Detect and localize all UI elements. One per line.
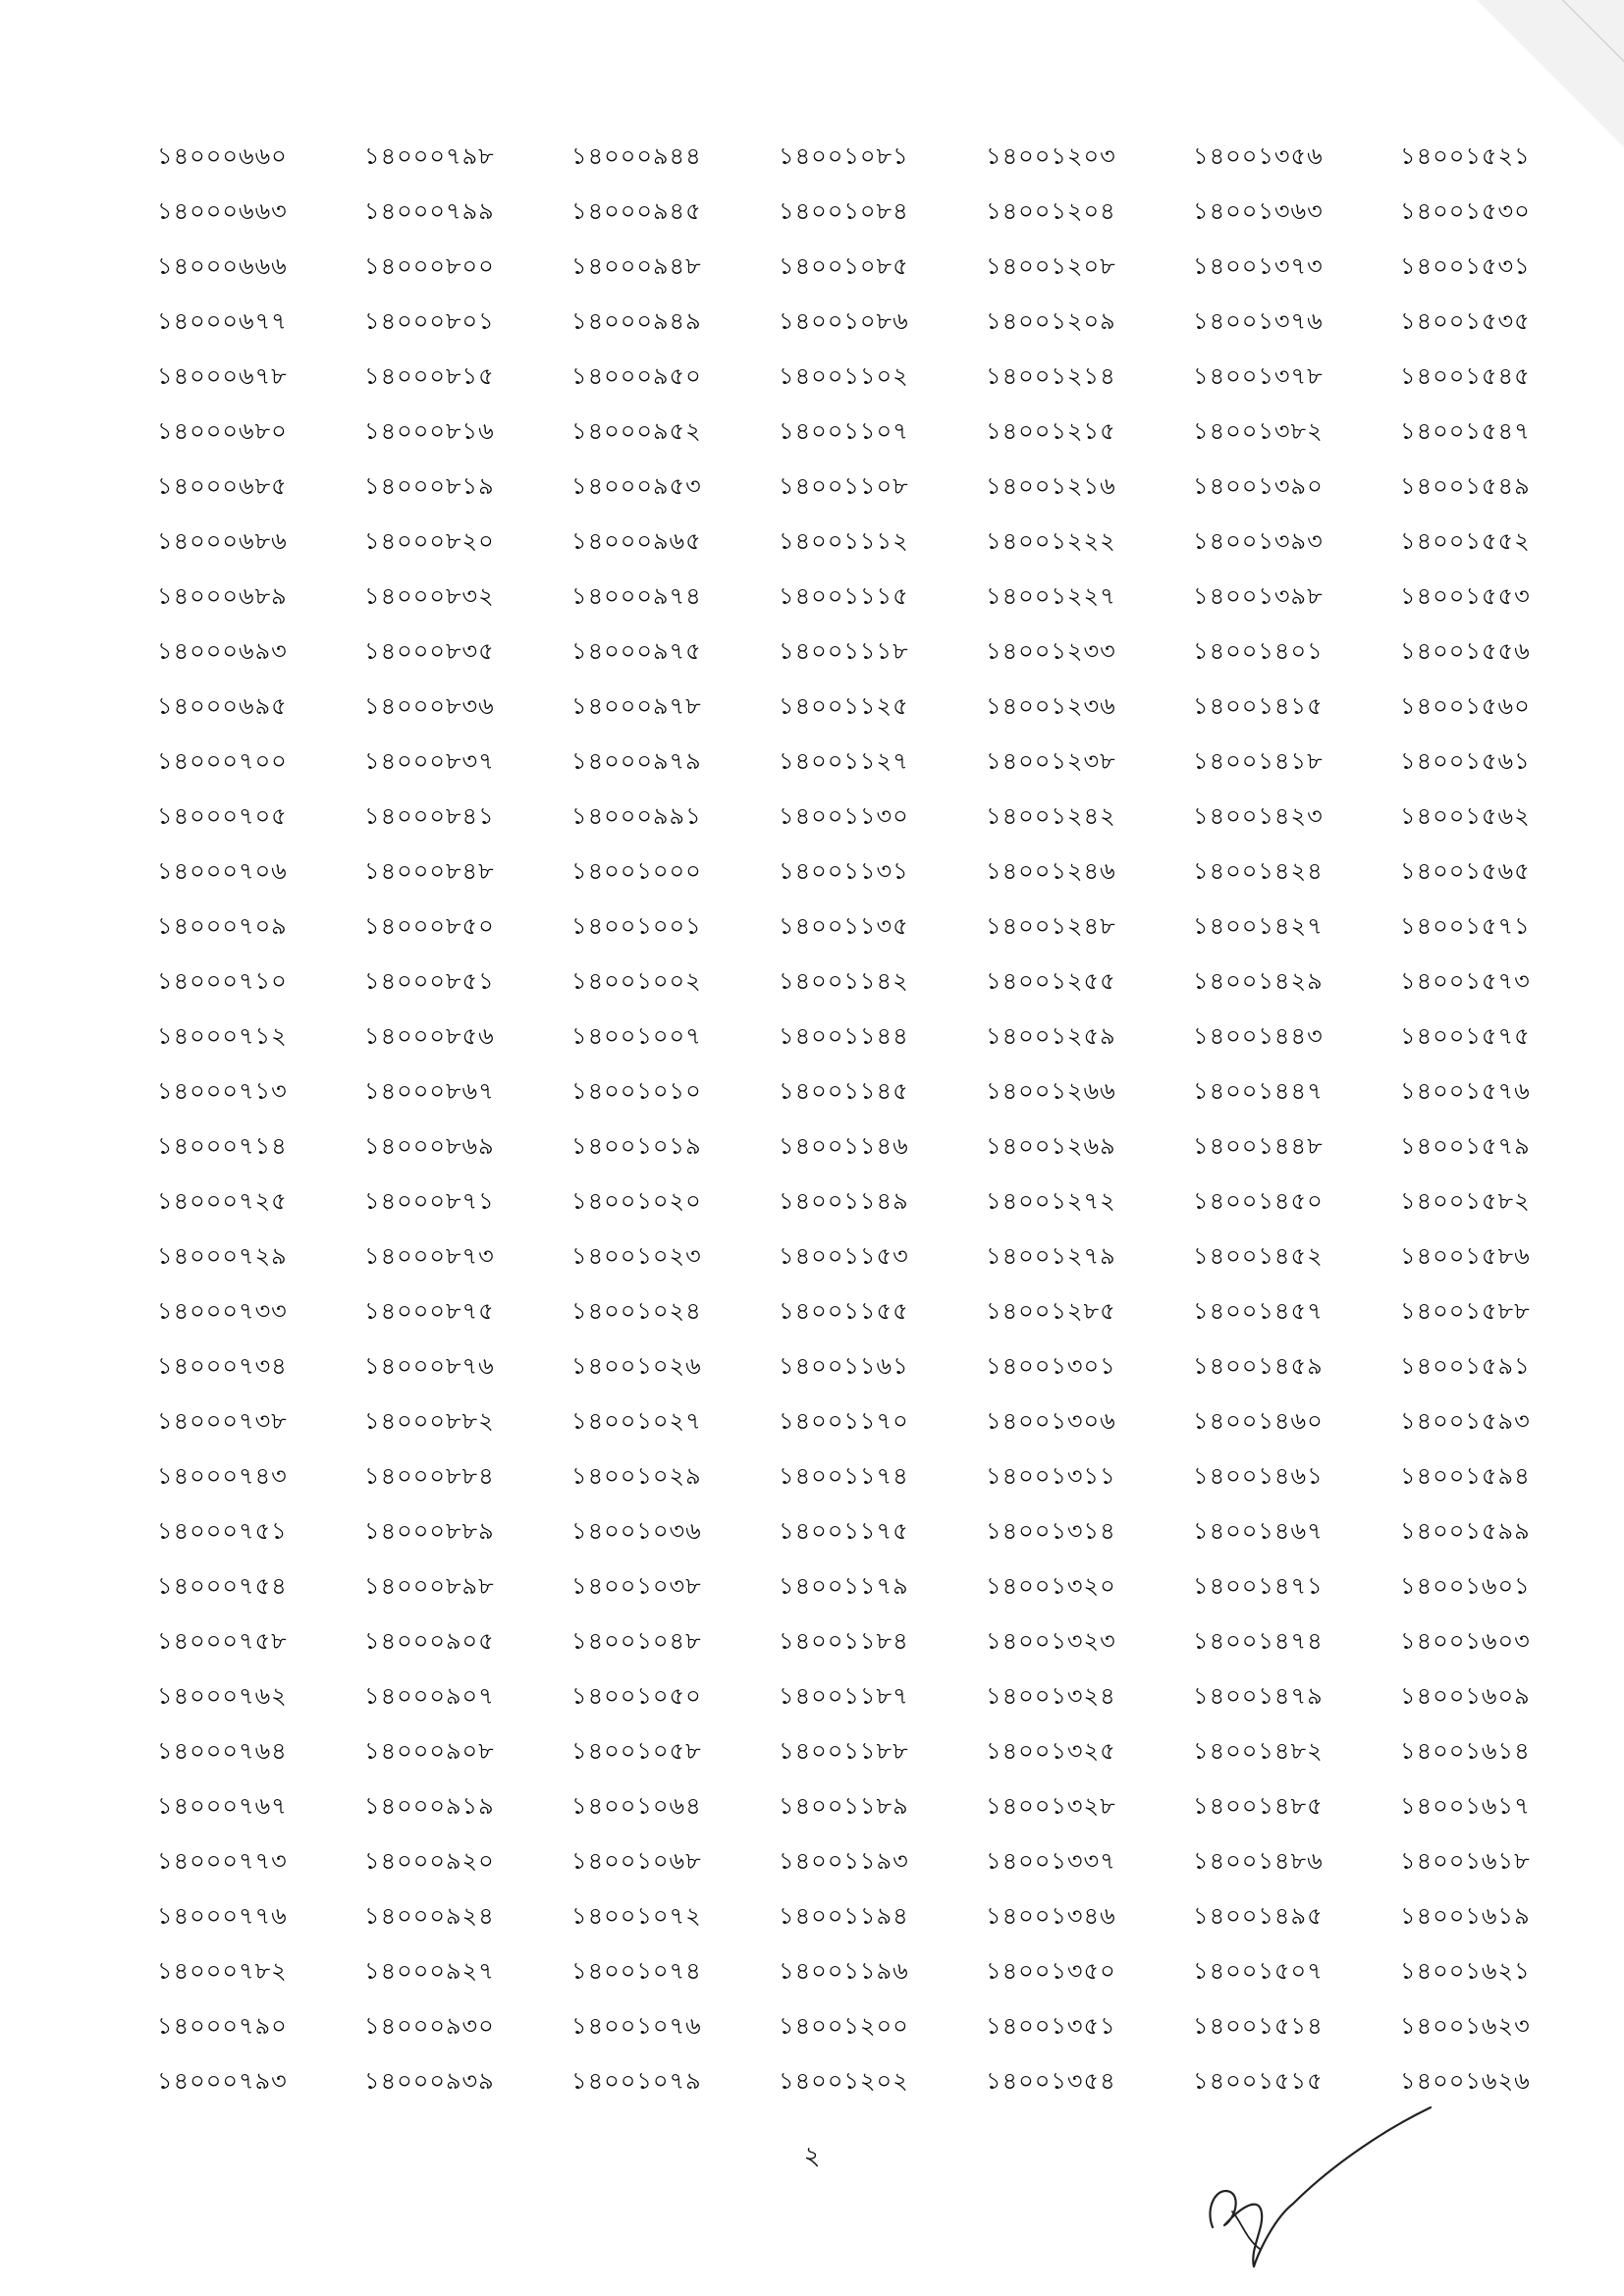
roll-number: ১৪০০০৭০৬	[157, 857, 288, 885]
roll-number: ১৪০০১১৭৪	[779, 1462, 909, 1490]
roll-number: ১৪০০০৮৪৮	[364, 857, 495, 885]
roll-number: ১৪০০০৬৮৬	[157, 527, 288, 555]
roll-number-grid	[157, 129, 1532, 2108]
roll-number: ১৪০০০৯৫২	[571, 417, 702, 445]
roll-number: ১৪০০১১১২	[779, 527, 909, 555]
roll-number: ১৪০০১১২৭	[779, 747, 909, 775]
roll-number: ১৪০০১০২৭	[571, 1407, 702, 1435]
roll-number: ১৪০০১২১৫	[986, 417, 1116, 445]
roll-number: ১৪০০১০৪৮	[571, 1627, 702, 1655]
roll-number: ১৪০০১০৭২	[571, 1902, 702, 1930]
roll-number: ১৪০০১২৫৫	[986, 967, 1116, 995]
roll-number: ১৪০০১১০৭	[779, 417, 909, 445]
roll-number: ১৪০০১৩৫১	[986, 2012, 1116, 2040]
roll-number: ১৪০০১১৩০	[779, 802, 909, 830]
roll-number: ১৪০০১১৭৫	[779, 1517, 909, 1545]
roll-number: ১৪০০১৫৪৭	[1400, 417, 1531, 445]
roll-number: ১৪০০০৭৯৯	[364, 197, 495, 225]
roll-number: ১৪০০০৮৫৬	[364, 1022, 495, 1050]
roll-number: ১৪০০১৩২০	[986, 1572, 1116, 1600]
roll-number: ১৪০০১৫৯১	[1400, 1352, 1531, 1380]
roll-number: ১৪০০১২২৭	[986, 582, 1116, 610]
roll-number: ১৪০০০৭১২	[157, 1022, 288, 1050]
roll-number: ১৪০০০৬৮০	[157, 417, 288, 445]
roll-number: ১৪০০১২৭২	[986, 1187, 1116, 1215]
roll-number: ১৪০০০৯৬৫	[571, 527, 702, 555]
roll-number: ১৪০০১২৫৯	[986, 1022, 1116, 1050]
roll-number: ১৪০০০৭১৩	[157, 1077, 288, 1105]
roll-number: ১৪০০১২০৯	[986, 307, 1116, 335]
roll-number: ১৪০০১২০৮	[986, 252, 1116, 280]
roll-number: ১৪০০১৪১৫	[1193, 692, 1324, 720]
roll-number: ১৪০০১৩০৬	[986, 1407, 1116, 1435]
roll-number: ১৪০০০৯০৭	[364, 1682, 495, 1710]
roll-number: ১৪০০০৯২৭	[364, 1957, 495, 1985]
roll-number: ১৪০০১৪২৯	[1193, 967, 1324, 995]
roll-number: ১৪০০০৮৭৫	[364, 1297, 495, 1325]
roll-number: ১৪০০০৮৩২	[364, 582, 495, 610]
roll-number: ১৪০০০৮১৫	[364, 362, 495, 390]
roll-number: ১৪০০০৭০৫	[157, 802, 288, 830]
roll-number: ১৪০০১০৭৯	[571, 2067, 702, 2095]
roll-number: ১৪০০০৭০৯	[157, 912, 288, 940]
roll-number: ১৪০০০৮৭১	[364, 1187, 495, 1215]
roll-number: ১৪০০১৪৫০	[1193, 1187, 1324, 1215]
roll-number: ১৪০০১৬০১	[1400, 1572, 1531, 1600]
roll-number: ১৪০০১০২৩	[571, 1242, 702, 1270]
roll-number: ১৪০০০৬৬৩	[157, 197, 288, 225]
roll-number: ১৪০০১৫৫২	[1400, 527, 1531, 555]
roll-number: ১৪০০০৭৫১	[157, 1517, 288, 1545]
roll-number: ১৪০০০৯৭৫	[571, 637, 702, 665]
roll-number: ১৪০০০৮৬৯	[364, 1132, 495, 1160]
roll-number: ১৪০০১৬১৮	[1400, 1847, 1531, 1875]
roll-number: ১৪০০০৮৭৬	[364, 1352, 495, 1380]
roll-number: ১৪০০০৭৫৪	[157, 1572, 288, 1600]
roll-number: ১৪০০১২০০	[779, 2012, 909, 2040]
roll-number: ১৪০০০৭৩৪	[157, 1352, 288, 1380]
roll-number: ১৪০০১০৫৮	[571, 1737, 702, 1765]
roll-number: ১৪০০১৩৬৩	[1193, 197, 1324, 225]
roll-number: ১৪০০১০৭৬	[571, 2012, 702, 2040]
roll-number: ১৪০০১৫৭৩	[1400, 967, 1531, 995]
roll-number: ১৪০০১২৪৬	[986, 857, 1116, 885]
roll-number: ১৪০০১১৪৬	[779, 1132, 909, 1160]
roll-number: ১৪০০১৩২৮	[986, 1792, 1116, 1820]
roll-number: ১৪০০১১৯৬	[779, 1957, 909, 1985]
roll-number: ১৪০০১১৭৯	[779, 1572, 909, 1600]
roll-number: ১৪০০১১৬১	[779, 1352, 909, 1380]
roll-number: ১৪০০১২৭৯	[986, 1242, 1116, 1270]
roll-number: ১৪০০০৬৯৫	[157, 692, 288, 720]
roll-number: ১৪০০০৮০১	[364, 307, 495, 335]
roll-number: ১৪০০১১৪৪	[779, 1022, 909, 1050]
roll-number: ১৪০০১৪৫৭	[1193, 1297, 1324, 1325]
roll-number: ১৪০০১০৭৪	[571, 1957, 702, 1985]
roll-number: ১৪০০১৫৮২	[1400, 1187, 1531, 1215]
roll-number: ১৪০০১২৮৫	[986, 1297, 1116, 1325]
roll-number: ১৪০০০৮৮৪	[364, 1462, 495, 1490]
roll-number: ১৪০০১৫৩১	[1400, 252, 1531, 280]
roll-number: ১৪০০১০০১	[571, 912, 702, 940]
folded-corner	[1477, 0, 1624, 147]
roll-number: ১৪০০০৬৭৭	[157, 307, 288, 335]
roll-number: ১৪০০০৮১৬	[364, 417, 495, 445]
roll-number: ১৪০০১০১০	[571, 1077, 702, 1105]
roll-number: ১৪০০১৪৫৯	[1193, 1352, 1324, 1380]
roll-number: ১৪০০১২৪৮	[986, 912, 1116, 940]
roll-number: ১৪০০১৫৮৮	[1400, 1297, 1531, 1325]
roll-number: ১৪০০১৩৩৭	[986, 1847, 1116, 1875]
roll-number: ১৪০০১৩৭৮	[1193, 362, 1324, 390]
roll-number: ১৪০০১৫৫৬	[1400, 637, 1531, 665]
roll-number: ১৪০০০৮৮২	[364, 1407, 495, 1435]
roll-number: ১৪০০০৯২০	[364, 1847, 495, 1875]
roll-number: ১৪০০০৯৫০	[571, 362, 702, 390]
roll-number: ১৪০০১২৪২	[986, 802, 1116, 830]
roll-number: ১৪০০১১০২	[779, 362, 909, 390]
roll-number: ১৪০০১০৮৫	[779, 252, 909, 280]
roll-number: ১৪০০০৮৫১	[364, 967, 495, 995]
roll-number: ১৪০০১১২৫	[779, 692, 909, 720]
roll-number: ১৪০০১১৪৯	[779, 1187, 909, 1215]
roll-number: ১৪০০১১৮৭	[779, 1682, 909, 1710]
roll-number: ১৪০০১০৩৮	[571, 1572, 702, 1600]
roll-number: ১৪০০০৯৩০	[364, 2012, 495, 2040]
roll-number: ১৪০০১০১৯	[571, 1132, 702, 1160]
page-number: ২	[803, 2142, 821, 2171]
roll-number: ১৪০০০৯০৮	[364, 1737, 495, 1765]
roll-number: ১৪০০১৩৪৬	[986, 1902, 1116, 1930]
roll-number: ১৪০০০৮৩৬	[364, 692, 495, 720]
roll-number: ১৪০০১৪১৮	[1193, 747, 1324, 775]
roll-number: ১৪০০১৫৯৯	[1400, 1517, 1531, 1545]
roll-number: ১৪০০১১৯৩	[779, 1847, 909, 1875]
roll-number: ১৪০০১৩১৪	[986, 1517, 1116, 1545]
roll-number: ১৪০০১০২৬	[571, 1352, 702, 1380]
roll-number: ১৪০০০৯৭৪	[571, 582, 702, 610]
roll-number: ১৪০০০৮৯৮	[364, 1572, 495, 1600]
roll-number: ১৪০০১৫৩০	[1400, 197, 1531, 225]
roll-number: ১৪০০০৭৫৮	[157, 1627, 288, 1655]
roll-number: ১৪০০১১৭০	[779, 1407, 909, 1435]
roll-number: ১৪০০১১৮৯	[779, 1792, 909, 1820]
roll-number: ১৪০০০৭৬২	[157, 1682, 288, 1710]
signature-icon	[1203, 2102, 1438, 2278]
roll-number: ১৪০০০৬৭৮	[157, 362, 288, 390]
roll-number: ১৪০০১৫২১	[1400, 142, 1531, 170]
roll-number: ১৪০০১০৬৪	[571, 1792, 702, 1820]
roll-number: ১৪০০১৩৮২	[1193, 417, 1324, 445]
roll-number: ১৪০০১১৩১	[779, 857, 909, 885]
roll-number: ১৪০০১৫৮৬	[1400, 1242, 1531, 1270]
roll-number: ১৪০০০৬৮৯	[157, 582, 288, 610]
roll-number: ১৪০০১৫৭১	[1400, 912, 1531, 940]
roll-number: ১৪০০১৬২৩	[1400, 2012, 1531, 2040]
roll-number: ১৪০০১১৪২	[779, 967, 909, 995]
roll-number: ১৪০০০৭২৯	[157, 1242, 288, 1270]
roll-number: ১৪০০১০৮১	[779, 142, 909, 170]
roll-number: ১৪০০১৬০৯	[1400, 1682, 1531, 1710]
roll-number: ১৪০০০৯৪৮	[571, 252, 702, 280]
roll-number: ১৪০০১৬২৬	[1400, 2067, 1531, 2095]
roll-number: ১৪০০০৭৯৮	[364, 142, 495, 170]
roll-number: ১৪০০১২০৪	[986, 197, 1116, 225]
roll-number: ১৪০০০৭৩৩	[157, 1297, 288, 1325]
roll-number: ১৪০০১১১৮	[779, 637, 909, 665]
roll-number: ১৪০০০৭৭৬	[157, 1902, 288, 1930]
roll-number: ১৪০০০৭০০	[157, 747, 288, 775]
roll-number: ১৪০০১২০৩	[986, 142, 1116, 170]
roll-number: ১৪০০১২৩৬	[986, 692, 1116, 720]
roll-number: ১৪০০১২১৬	[986, 472, 1116, 500]
roll-number: ১৪০০১১৩৫	[779, 912, 909, 940]
roll-number: ১৪০০১৫৬০	[1400, 692, 1531, 720]
roll-number: ১৪০০০৭৭৩	[157, 1847, 288, 1875]
roll-number: ১৪০০০৮২০	[364, 527, 495, 555]
roll-number: ১৪০০১৩৯৮	[1193, 582, 1324, 610]
roll-number: ১৪০০০৭১৪	[157, 1132, 288, 1160]
roll-number: ১৪০০১৫৬১	[1400, 747, 1531, 775]
roll-number: ১৪০০১৪৮৬	[1193, 1847, 1324, 1875]
roll-number: ১৪০০০৯২৪	[364, 1902, 495, 1930]
roll-number: ১৪০০০৬৮৫	[157, 472, 288, 500]
roll-number: ১৪০০১১৮৪	[779, 1627, 909, 1655]
roll-number: ১৪০০০৬৯৩	[157, 637, 288, 665]
roll-number: ১৪০০১৫৭৫	[1400, 1022, 1531, 1050]
roll-number: ১৪০০১১৮৮	[779, 1737, 909, 1765]
roll-number: ১৪০০০৮৮৯	[364, 1517, 495, 1545]
roll-number: ১৪০০১১৫৩	[779, 1242, 909, 1270]
roll-number: ১৪০০১৬২১	[1400, 1957, 1531, 1985]
roll-number: ১৪০০০৮৪১	[364, 802, 495, 830]
roll-number: ১৪০০১২১৪	[986, 362, 1116, 390]
roll-number: ১৪০০১৫৯৪	[1400, 1462, 1531, 1490]
roll-number: ১৪০০০৯৯১	[571, 802, 702, 830]
roll-number: ১৪০০০৯৭৯	[571, 747, 702, 775]
roll-number: ১৪০০১৫৫৩	[1400, 582, 1531, 610]
roll-number: ১৪০০০৬৬৬	[157, 252, 288, 280]
roll-number: ১৪০০০৯৪৯	[571, 307, 702, 335]
roll-number: ১৪০০১৪৭১	[1193, 1572, 1324, 1600]
roll-number: ১৪০০০৮১৯	[364, 472, 495, 500]
roll-number: ১৪০০০৭৮২	[157, 1957, 288, 1985]
roll-number: ১৪০০১৪৬০	[1193, 1407, 1324, 1435]
roll-number: ১৪০০১২৬৯	[986, 1132, 1116, 1160]
roll-number: ১৪০০০৯০৫	[364, 1627, 495, 1655]
roll-number: ১৪০০০৮৫০	[364, 912, 495, 940]
roll-number: ১৪০০১৩২৪	[986, 1682, 1116, 1710]
roll-number: ১৪০০০৭৪৩	[157, 1462, 288, 1490]
roll-number: ১৪০০১৩২৫	[986, 1737, 1116, 1765]
roll-number: ১৪০০০৮৩৫	[364, 637, 495, 665]
roll-number: ১৪০০১৪৬১	[1193, 1462, 1324, 1490]
roll-number: ১৪০০১০৮৬	[779, 307, 909, 335]
roll-number: ১৪০০১৫১৪	[1193, 2012, 1324, 2040]
roll-number: ১৪০০০৭৬৭	[157, 1792, 288, 1820]
roll-number: ১৪০০১২২২	[986, 527, 1116, 555]
roll-number: ১৪০০১০৮৪	[779, 197, 909, 225]
roll-number: ১৪০০০৬৬০	[157, 142, 288, 170]
roll-number: ১৪০০১০০০	[571, 857, 702, 885]
roll-number: ১৪০০১০০২	[571, 967, 702, 995]
roll-number: ১৪০০১৪৭৪	[1193, 1627, 1324, 1655]
roll-number: ১৪০০০৯৫৩	[571, 472, 702, 500]
roll-number: ১৪০০১০২৯	[571, 1462, 702, 1490]
roll-number: ১৪০০১৪৫২	[1193, 1242, 1324, 1270]
roll-number: ১৪০০০৮০০	[364, 252, 495, 280]
roll-number: ১৪০০১২৬৬	[986, 1077, 1116, 1105]
roll-number: ১৪০০০৭৯০	[157, 2012, 288, 2040]
roll-number: ১৪০০০৯৪৫	[571, 197, 702, 225]
roll-number: ১৪০০১৩৯৩	[1193, 527, 1324, 555]
roll-number: ১৪০০১১১৫	[779, 582, 909, 610]
roll-number: ১৪০০১৩৭৩	[1193, 252, 1324, 280]
roll-number: ১৪০০১২৩৮	[986, 747, 1116, 775]
roll-number: ১৪০০০৮৭৩	[364, 1242, 495, 1270]
roll-number: ১৪০০০৯৩৯	[364, 2067, 495, 2095]
roll-number: ১৪০০১০৩৬	[571, 1517, 702, 1545]
roll-number: ১৪০০১৪৪৩	[1193, 1022, 1324, 1050]
roll-number: ১৪০০০৯৭৮	[571, 692, 702, 720]
roll-number: ১৪০০১৬০৩	[1400, 1627, 1531, 1655]
roll-number: ১৪০০১৪৭৯	[1193, 1682, 1324, 1710]
roll-number: ১৪০০১৫৭৯	[1400, 1132, 1531, 1160]
roll-number: ১৪০০১৪৮২	[1193, 1737, 1324, 1765]
roll-number: ১৪০০১১৪৫	[779, 1077, 909, 1105]
roll-number: ১৪০০১১৯৪	[779, 1902, 909, 1930]
roll-number: ১৪০০১০২০	[571, 1187, 702, 1215]
roll-number: ১৪০০১১৫৫	[779, 1297, 909, 1325]
roll-number: ১৪০০১৫১৫	[1193, 2067, 1324, 2095]
roll-number: ১৪০০১৬১৭	[1400, 1792, 1531, 1820]
roll-number: ১৪০০১০২৪	[571, 1297, 702, 1325]
roll-number: ১৪০০১৪০১	[1193, 637, 1324, 665]
roll-number: ১৪০০১২৩৩	[986, 637, 1116, 665]
roll-number: ১৪০০১৪৮৫	[1193, 1792, 1324, 1820]
roll-number: ১৪০০১৩৭৬	[1193, 307, 1324, 335]
roll-number: ১৪০০০৭৬৪	[157, 1737, 288, 1765]
roll-number: ১৪০০১৫৬৫	[1400, 857, 1531, 885]
roll-number: ১৪০০১৩৫০	[986, 1957, 1116, 1985]
roll-number: ১৪০০১৪২৪	[1193, 857, 1324, 885]
roll-number: ১৪০০১২০২	[779, 2067, 909, 2095]
roll-number: ১৪০০১৫৯৩	[1400, 1407, 1531, 1435]
roll-number: ১৪০০০৭১০	[157, 967, 288, 995]
roll-number: ১৪০০১৪৯৫	[1193, 1902, 1324, 1930]
roll-number: ১৪০০১০৬৮	[571, 1847, 702, 1875]
roll-number: ১৪০০১৫৬২	[1400, 802, 1531, 830]
roll-number: ১৪০০১৪২৩	[1193, 802, 1324, 830]
roll-number: ১৪০০১৫৪৯	[1400, 472, 1531, 500]
roll-number: ১৪০০১৪৬৭	[1193, 1517, 1324, 1545]
roll-number: ১৪০০১৩৯০	[1193, 472, 1324, 500]
roll-number: ১৪০০১৩০১	[986, 1352, 1116, 1380]
roll-number: ১৪০০০৯১৯	[364, 1792, 495, 1820]
roll-number: ১৪০০১০০৭	[571, 1022, 702, 1050]
roll-number: ১৪০০১০৫০	[571, 1682, 702, 1710]
roll-number: ১৪০০০৭৩৮	[157, 1407, 288, 1435]
roll-number: ১৪০০১৩৫৪	[986, 2067, 1116, 2095]
roll-number: ১৪০০১৬১৯	[1400, 1902, 1531, 1930]
roll-number: ১৪০০০৮৬৭	[364, 1077, 495, 1105]
roll-number: ১৪০০০৯৪৪	[571, 142, 702, 170]
roll-number: ১৪০০১১০৮	[779, 472, 909, 500]
roll-number: ১৪০০১৫০৭	[1193, 1957, 1324, 1985]
roll-number: ১৪০০০৭৯৩	[157, 2067, 288, 2095]
roll-number: ১৪০০১৩২৩	[986, 1627, 1116, 1655]
roll-number: ১৪০০০৭২৫	[157, 1187, 288, 1215]
roll-number: ১৪০০১৫৩৫	[1400, 307, 1531, 335]
roll-number: ১৪০০১৪৪৭	[1193, 1077, 1324, 1105]
roll-number: ১৪০০১৩১১	[986, 1462, 1116, 1490]
roll-number: ১৪০০১৬১৪	[1400, 1737, 1531, 1765]
roll-number: ১৪০০১৪২৭	[1193, 912, 1324, 940]
roll-number: ১৪০০১৩৫৬	[1193, 142, 1324, 170]
roll-number: ১৪০০১৫৪৫	[1400, 362, 1531, 390]
roll-number: ১৪০০১৫৭৬	[1400, 1077, 1531, 1105]
roll-number: ১৪০০০৮৩৭	[364, 747, 495, 775]
roll-number: ১৪০০১৪৪৮	[1193, 1132, 1324, 1160]
